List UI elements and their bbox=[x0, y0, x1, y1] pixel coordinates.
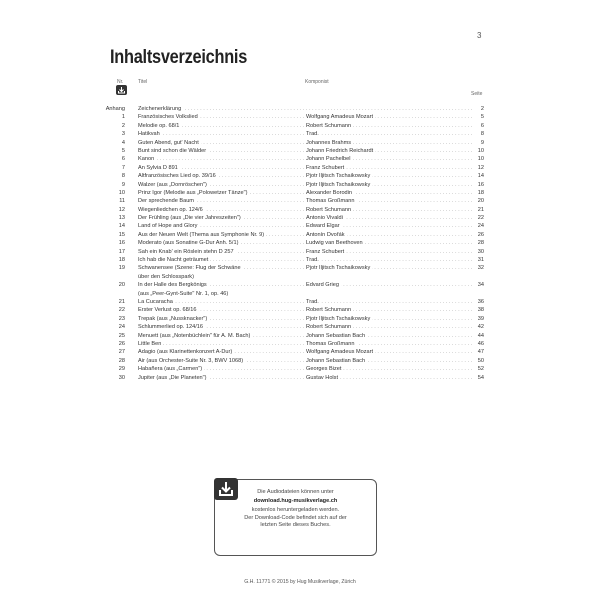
row-number: 12 bbox=[118, 206, 125, 213]
row-page: 20 bbox=[477, 198, 484, 205]
row-number: Anhang bbox=[105, 106, 125, 112]
toc-row bbox=[100, 189, 484, 197]
row-title: La Cucaracha bbox=[138, 298, 173, 305]
row-number: 8 bbox=[121, 173, 125, 180]
row-number: 30 bbox=[118, 374, 125, 381]
row-number: 3 bbox=[121, 131, 125, 138]
row-page: 30 bbox=[477, 248, 484, 255]
row-page: 10 bbox=[477, 147, 484, 154]
toc-row bbox=[100, 340, 484, 348]
row-title: Erster Verlust op. 68/16 bbox=[138, 307, 197, 314]
column-header-page: Seite bbox=[471, 91, 483, 97]
row-title: Walzer (aus „Dornröschen") bbox=[138, 181, 207, 188]
row-title: Melodie op. 68/1 bbox=[138, 122, 180, 129]
row-composer: Georges Bizet bbox=[306, 366, 342, 373]
toc-row bbox=[100, 348, 484, 356]
toc-row bbox=[100, 248, 484, 256]
toc-row bbox=[100, 281, 484, 289]
audio-download-icon bbox=[116, 85, 127, 95]
toc-row bbox=[100, 332, 484, 340]
copyright-footer: G.H. 11771 © 2015 by Hug Musikverlage, Zürich bbox=[244, 579, 356, 585]
table-of-contents bbox=[100, 105, 484, 382]
row-number: 14 bbox=[118, 223, 125, 230]
row-composer: Trad. bbox=[306, 257, 319, 264]
row-page: 32 bbox=[477, 265, 484, 272]
toc-row bbox=[100, 181, 484, 189]
toc-row bbox=[100, 130, 484, 138]
toc-row bbox=[100, 323, 484, 331]
download-text-2: kostenlos heruntergeladen werden. bbox=[251, 507, 340, 513]
toc-row bbox=[100, 365, 484, 373]
row-page: 39 bbox=[477, 315, 484, 322]
row-composer: Edward Elgar bbox=[306, 223, 340, 230]
row-page: 42 bbox=[477, 324, 484, 331]
toc-row bbox=[100, 147, 484, 155]
row-number: 29 bbox=[118, 366, 125, 373]
row-number: 24 bbox=[118, 324, 125, 331]
toc-row bbox=[100, 298, 484, 306]
row-page: 50 bbox=[477, 357, 484, 364]
row-page: 9 bbox=[480, 139, 484, 146]
row-composer: Antonín Dvořák bbox=[306, 231, 345, 238]
toc-row bbox=[100, 155, 484, 163]
row-title: Altfranzösisches Lied op. 39/16 bbox=[138, 173, 216, 180]
row-page: 52 bbox=[477, 366, 484, 373]
row-number: 21 bbox=[118, 298, 125, 305]
row-title: Sah ein Knab' ein Röslein stehn D 257 bbox=[138, 248, 234, 255]
row-title: Der Frühling (aus „Die vier Jahreszeiten") bbox=[138, 215, 241, 222]
row-page: 16 bbox=[477, 181, 484, 188]
row-title: Kanon bbox=[138, 156, 155, 163]
row-title: Air (aus Orchester-Suite Nr. 3, BWV 1068) bbox=[138, 357, 244, 364]
row-title: An Sylvia D 891 bbox=[138, 164, 178, 171]
download-text-1: Die Audiodateien können unter bbox=[257, 489, 334, 495]
row-title: Schlummerlied op. 124/16 bbox=[138, 324, 203, 331]
row-composer: Robert Schumann bbox=[306, 307, 352, 314]
dot-leader bbox=[138, 105, 476, 113]
row-composer: Robert Schumann bbox=[306, 206, 352, 213]
row-title: Land of Hope and Glory bbox=[138, 223, 198, 230]
row-title: Menuett (aus „Notenbüchlein" für A. M. Bach) bbox=[138, 332, 251, 339]
row-page: 18 bbox=[477, 189, 484, 196]
row-page: 46 bbox=[477, 340, 484, 347]
row-title: (aus „Peer-Gynt-Suite" Nr. 1, op. 46) bbox=[138, 290, 229, 297]
toc-row bbox=[100, 357, 484, 365]
row-composer: Alexander Borodin bbox=[306, 189, 353, 196]
row-page: 44 bbox=[477, 332, 484, 339]
row-composer: Johann Sebastian Bach bbox=[306, 332, 366, 339]
toc-row bbox=[100, 105, 484, 113]
row-title: Guten Abend, gut' Nacht bbox=[138, 139, 199, 146]
toc-row bbox=[100, 306, 484, 314]
row-number: 27 bbox=[118, 349, 125, 356]
row-composer: Pjotr Iljitsch Tschaikowsky bbox=[306, 181, 371, 188]
toc-row bbox=[100, 264, 484, 272]
row-title: Adagio (aus Klarinettenkonzert A-Dur) bbox=[138, 349, 233, 356]
row-composer: Edvard Grieg bbox=[306, 282, 339, 289]
row-composer: Antonio Vivaldi bbox=[306, 215, 343, 222]
toc-row bbox=[100, 206, 484, 214]
download-info-box bbox=[214, 479, 377, 556]
row-page: 34 bbox=[477, 282, 484, 289]
toc-row bbox=[100, 315, 484, 323]
toc-row bbox=[100, 290, 484, 298]
row-number: 18 bbox=[118, 257, 125, 264]
row-composer: Franz Schubert bbox=[306, 248, 345, 255]
row-composer: Johann Pachelbel bbox=[306, 156, 351, 163]
row-number: 19 bbox=[118, 265, 125, 272]
row-title: Bunt sind schon die Wälder bbox=[138, 147, 207, 154]
row-title: Schwanensee (Szene: Flug der Schwäne bbox=[138, 265, 241, 272]
row-number: 17 bbox=[118, 248, 125, 255]
row-page: 38 bbox=[477, 307, 484, 314]
toc-row bbox=[100, 239, 484, 247]
toc-row bbox=[100, 197, 484, 205]
row-page: 47 bbox=[477, 349, 484, 356]
row-number: 2 bbox=[121, 122, 125, 129]
row-number: 11 bbox=[119, 198, 125, 205]
row-title: Trepak (aus „Nussknacker") bbox=[138, 315, 208, 322]
row-title: Französisches Volkslied bbox=[138, 114, 198, 121]
row-page: 54 bbox=[477, 374, 484, 381]
row-number: 26 bbox=[118, 340, 125, 347]
row-title: Prinz Igor (Melodie aus „Polowetzer Tänze") bbox=[138, 189, 248, 196]
row-number: 6 bbox=[121, 156, 125, 163]
row-composer: Thomas Großmann bbox=[306, 340, 355, 347]
toc-row bbox=[100, 122, 484, 130]
row-page: 8 bbox=[480, 131, 484, 138]
page-title: Inhaltsverzeichnis bbox=[110, 47, 248, 68]
row-page: 6 bbox=[480, 122, 484, 129]
row-number: 28 bbox=[118, 357, 125, 364]
toc-row bbox=[100, 273, 484, 281]
row-number: 13 bbox=[118, 215, 125, 222]
toc-row bbox=[100, 113, 484, 121]
row-page: 2 bbox=[480, 106, 484, 112]
row-composer: Robert Schumann bbox=[306, 122, 352, 129]
row-title: Habañera (aus „Carmen") bbox=[138, 366, 203, 373]
row-composer: Thomas Großmann bbox=[306, 198, 355, 205]
toc-row bbox=[100, 374, 484, 382]
download-url[interactable]: download.hug-musikverlage.ch bbox=[253, 498, 338, 504]
toc-row bbox=[100, 231, 484, 239]
row-title: Aus der Neuen Welt (Thema aus Symphonie Nr. 9) bbox=[138, 231, 265, 238]
row-page: 10 bbox=[477, 156, 484, 163]
row-page: 36 bbox=[477, 298, 484, 305]
row-number: 15 bbox=[118, 231, 125, 238]
row-title: Hatikvah bbox=[138, 131, 160, 138]
row-title: Little Ben bbox=[138, 340, 162, 347]
row-number: 10 bbox=[118, 189, 125, 196]
row-page: 21 bbox=[477, 206, 484, 213]
row-number: 1 bbox=[121, 114, 125, 121]
row-composer: Pjotr Iljitsch Tschaikowsky bbox=[306, 315, 371, 322]
row-composer: Franz Schubert bbox=[306, 164, 345, 171]
row-page: 22 bbox=[477, 215, 484, 222]
row-title: Wiegenliedchen op. 124/6 bbox=[138, 206, 203, 213]
row-composer: Johann Sebastian Bach bbox=[306, 357, 366, 364]
toc-row bbox=[100, 222, 484, 230]
row-number: 16 bbox=[118, 240, 125, 247]
row-number: 4 bbox=[121, 139, 125, 146]
row-composer: Trad. bbox=[306, 298, 319, 305]
row-page: 28 bbox=[477, 240, 484, 247]
row-composer: Wolfgang Amadeus Mozart bbox=[306, 349, 374, 356]
row-title: In der Halle des Bergkönigs bbox=[138, 282, 207, 289]
row-number: 7 bbox=[121, 164, 125, 171]
download-text-3: Der Download-Code befindet sich auf der bbox=[244, 515, 347, 521]
row-composer: Robert Schumann bbox=[306, 324, 352, 331]
row-number: 9 bbox=[121, 181, 125, 188]
column-header-title: Titel bbox=[138, 79, 148, 85]
row-number: 22 bbox=[118, 307, 125, 314]
row-title: Ich hab die Nacht geträumet bbox=[138, 257, 209, 264]
toc-row bbox=[100, 214, 484, 222]
row-number: 25 bbox=[118, 332, 125, 339]
row-title: Jupiter (aus „Die Planeten") bbox=[138, 374, 207, 381]
row-title: Der sprechende Baum bbox=[138, 198, 194, 205]
toc-row bbox=[100, 164, 484, 172]
row-title: Moderato (aus Sonatine G-Dur Anh. 5/1) bbox=[138, 240, 239, 247]
row-title: über den Schlosspark) bbox=[138, 273, 194, 280]
row-composer: Johann Friedrich Reichardt bbox=[306, 147, 374, 154]
row-page: 14 bbox=[477, 173, 484, 180]
row-page: 24 bbox=[477, 223, 484, 230]
row-composer: Pjotr Iljitsch Tschaikowsky bbox=[306, 173, 371, 180]
toc-row bbox=[100, 172, 484, 180]
row-number: 20 bbox=[118, 282, 125, 289]
row-composer: Wolfgang Amadeus Mozart bbox=[306, 114, 374, 121]
column-header-composer: Komponist bbox=[305, 79, 329, 85]
row-composer: Johannes Brahms bbox=[306, 139, 352, 146]
download-text-4: letzten Seite dieses Buches. bbox=[260, 522, 331, 528]
page-number: 3 bbox=[477, 31, 482, 40]
row-page: 5 bbox=[480, 114, 484, 121]
toc-row bbox=[100, 139, 484, 147]
row-composer: Trad. bbox=[306, 131, 319, 138]
row-composer: Ludwig van Beethoven bbox=[306, 240, 363, 247]
row-number: 23 bbox=[118, 315, 125, 322]
row-composer: Pjotr Iljitsch Tschaikowsky bbox=[306, 265, 371, 272]
row-title: Zeichenerklärung bbox=[138, 106, 182, 112]
column-header-nr: Nr. bbox=[117, 79, 124, 85]
toc-row bbox=[100, 256, 484, 264]
row-number: 5 bbox=[121, 147, 125, 154]
row-page: 31 bbox=[477, 257, 484, 264]
row-composer: Gustav Holst bbox=[306, 374, 339, 381]
row-page: 12 bbox=[477, 164, 484, 171]
row-page: 26 bbox=[477, 231, 484, 238]
